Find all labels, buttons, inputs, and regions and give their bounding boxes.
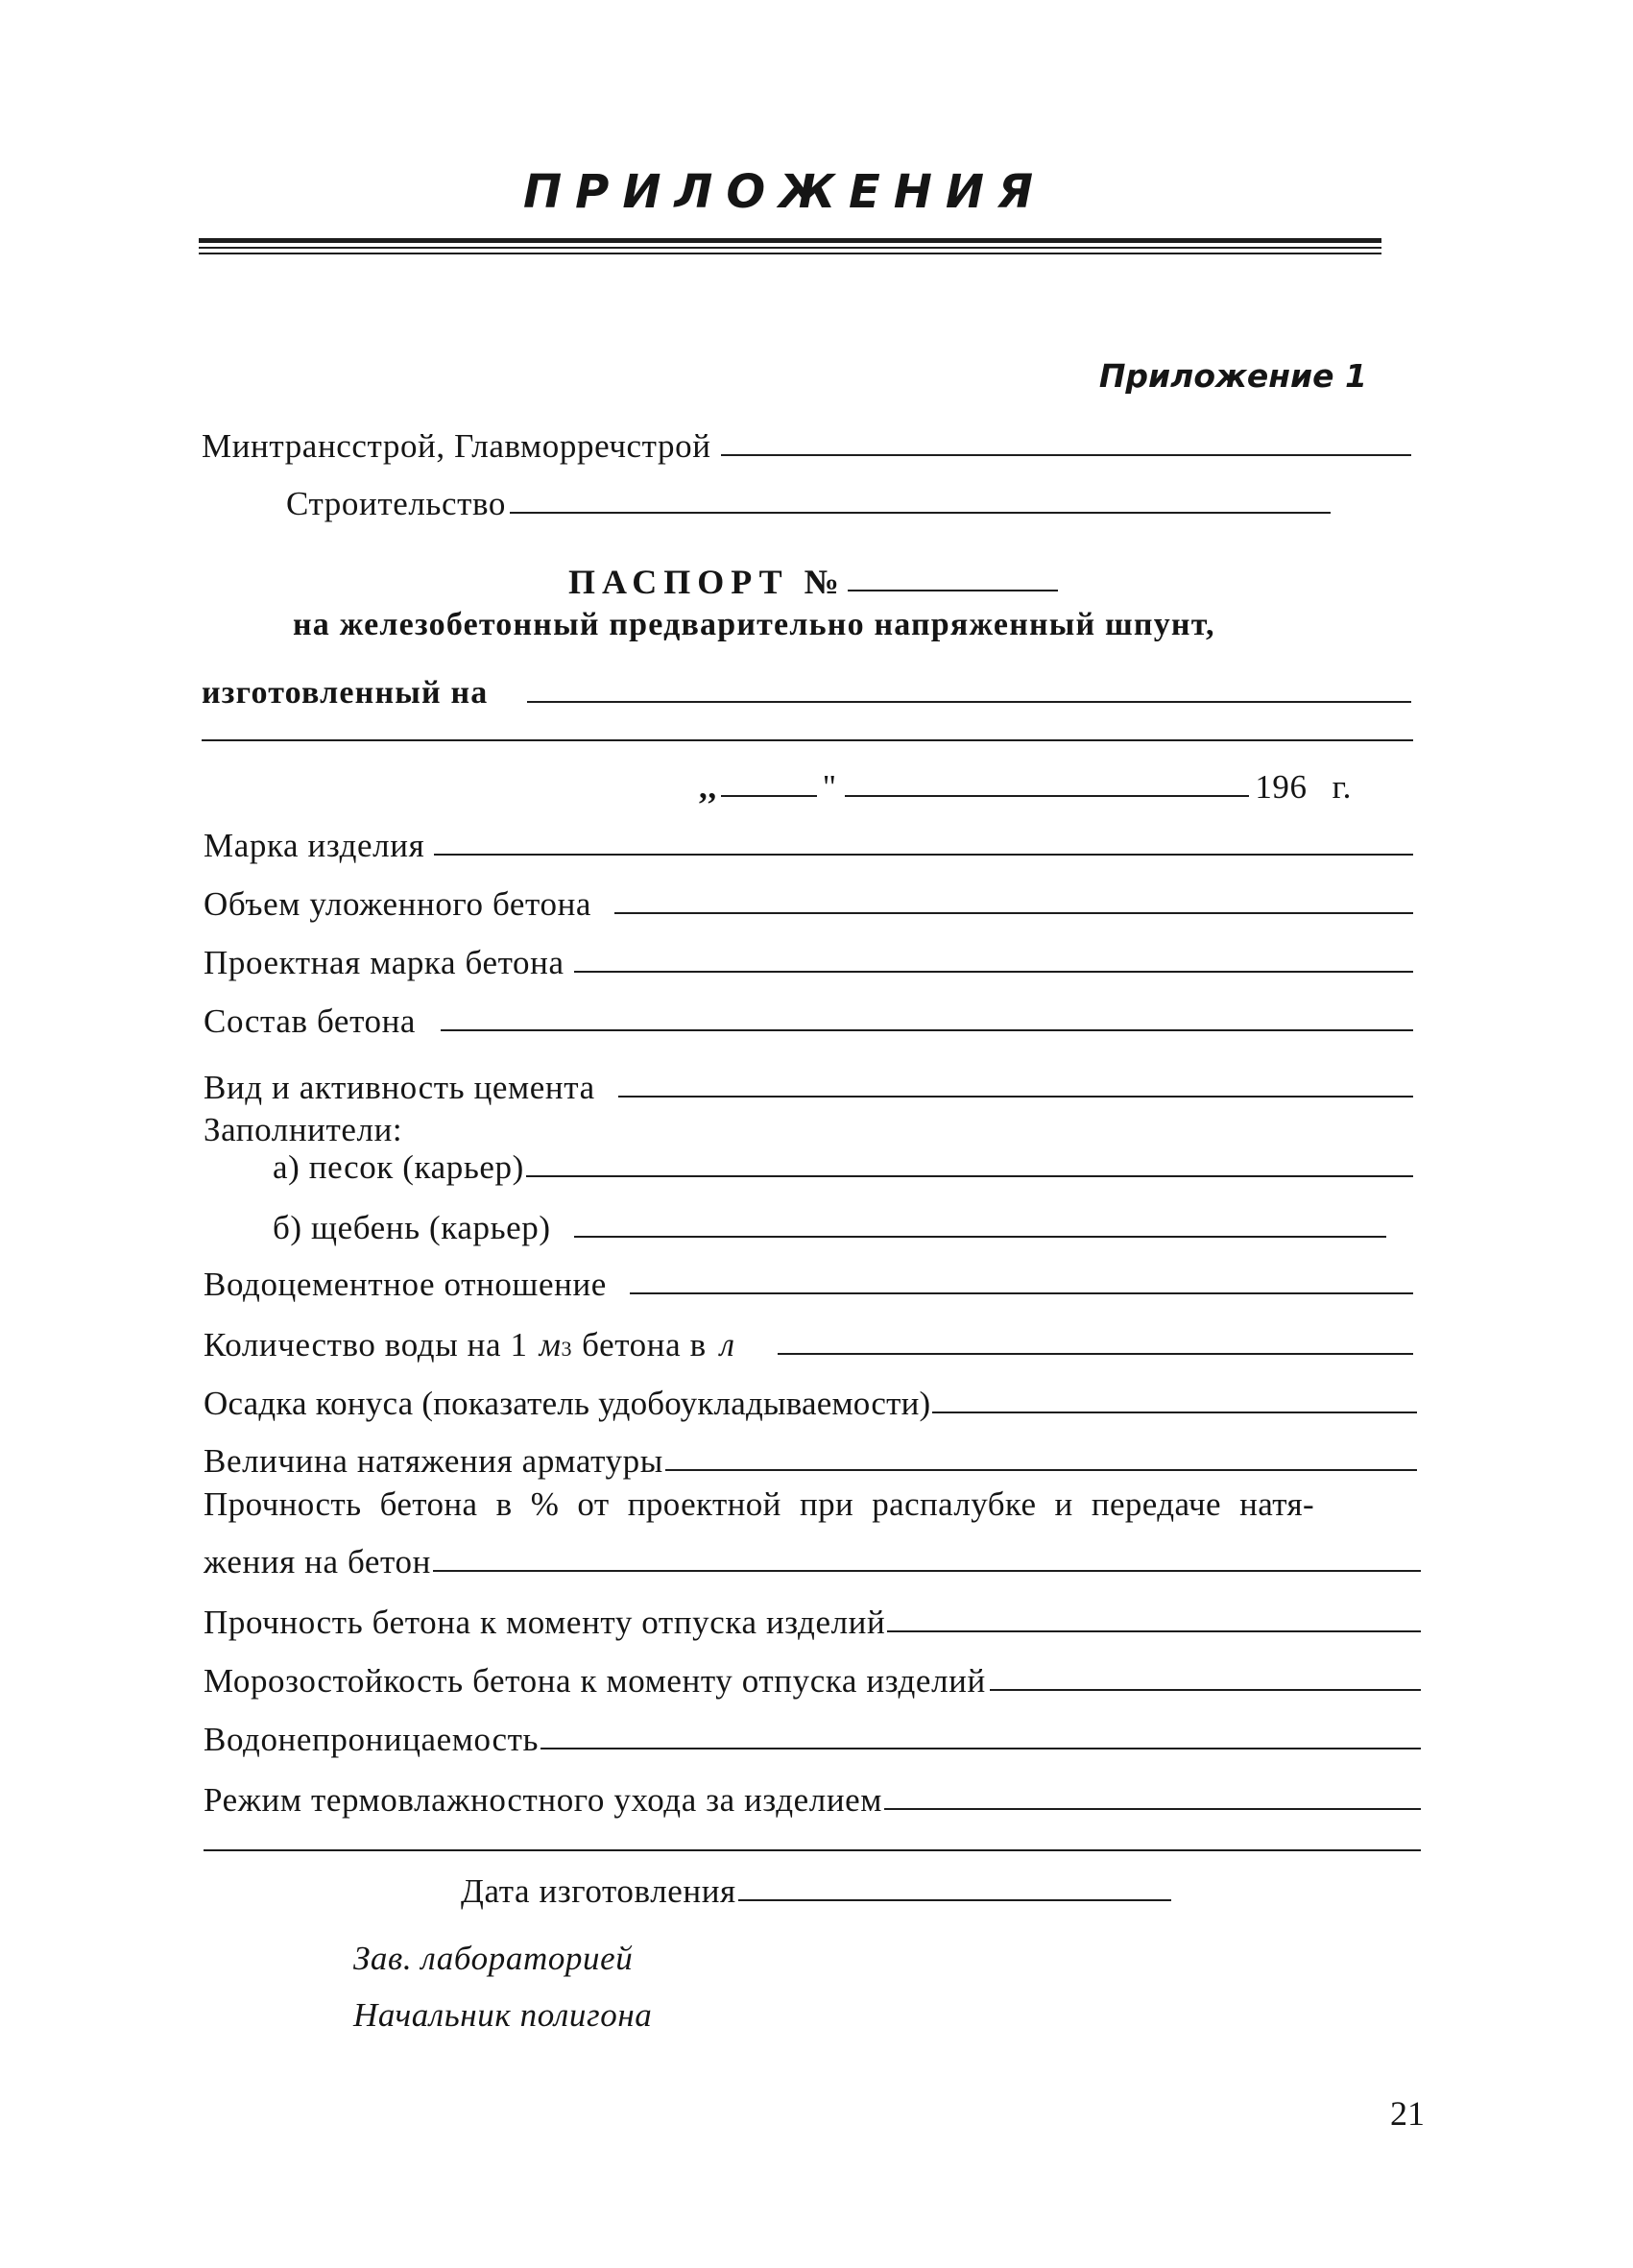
lab-head-signature: Зав. лабораторией <box>353 1940 634 1977</box>
field-volume <box>204 885 1413 924</box>
field-waterproof-blank[interactable] <box>540 1747 1421 1749</box>
title-rule-thin-2 <box>199 253 1381 254</box>
field-strength-release <box>204 1543 1421 1581</box>
made-on-row <box>202 675 1411 712</box>
field-volume-blank[interactable] <box>614 911 1413 914</box>
field-strength-shipping-label: Прочность бетона к моменту отпуска изделий <box>204 1604 886 1641</box>
field-design-grade-label: Проектная марка бетона <box>204 944 564 981</box>
field-strength-shipping <box>204 1604 1421 1642</box>
field-gravel <box>273 1209 1386 1247</box>
date-open-quote: ,, <box>699 768 717 806</box>
field-water-mid: бетона в <box>582 1326 707 1363</box>
field-strength-release-line2: жения на бетон <box>204 1543 431 1580</box>
manufacture-date-blank[interactable] <box>738 1898 1171 1901</box>
field-water-unit-m: м <box>539 1326 562 1363</box>
field-slump <box>204 1385 1417 1423</box>
passport-subtitle: на железобетонный предварительно напряженный шпунт, <box>293 607 1215 642</box>
ministry-blank[interactable] <box>721 453 1411 456</box>
field-tension <box>204 1442 1417 1481</box>
field-curing-label: Режим термовлажностного ухода за изделием <box>204 1781 883 1819</box>
date-month-blank[interactable] <box>845 794 1250 797</box>
field-design-grade <box>204 944 1413 982</box>
field-slump-blank[interactable] <box>932 1411 1417 1413</box>
field-tension-label: Величина натяжения арматуры <box>204 1442 663 1480</box>
ministry-row <box>202 427 1411 466</box>
title-rule-thick <box>199 238 1381 243</box>
field-frost-blank[interactable] <box>990 1688 1421 1691</box>
field-curing <box>204 1781 1421 1820</box>
field-brand-blank[interactable] <box>434 853 1413 856</box>
field-slump-label: Осадка конуса (показатель удобоукладываемости) <box>204 1385 931 1422</box>
field-frost <box>204 1662 1421 1701</box>
field-strength-release-line1: Прочность бетона в % от проектной при распалубке и передаче натя- <box>204 1485 1315 1523</box>
field-composition <box>204 1002 1413 1041</box>
field-composition-label: Состав бетона <box>204 1002 417 1040</box>
field-tension-blank[interactable] <box>665 1468 1417 1471</box>
field-volume-label: Объем уложенного бетона <box>204 885 592 923</box>
field-strength-shipping-blank[interactable] <box>887 1629 1421 1632</box>
field-wc-ratio <box>204 1266 1413 1304</box>
appendix-label: Приложение 1 <box>1098 357 1367 395</box>
field-cement <box>204 1069 1413 1107</box>
made-on-second-line <box>202 739 1413 741</box>
fields-closing-line <box>204 1849 1421 1851</box>
field-frost-label: Морозостойкость бетона к моменту отпуска изделий <box>204 1662 986 1700</box>
made-on-blank[interactable] <box>527 700 1412 703</box>
made-on-label: изготовленный на <box>202 675 489 711</box>
passport-heading: ПАСПОРТ № <box>568 563 846 601</box>
field-water-unit-l: л <box>719 1326 735 1363</box>
field-cement-blank[interactable] <box>618 1095 1413 1098</box>
field-sand-blank[interactable] <box>526 1174 1413 1177</box>
field-composition-blank[interactable] <box>441 1028 1413 1031</box>
field-strength-release-blank[interactable] <box>433 1569 1421 1572</box>
field-gravel-blank[interactable] <box>574 1235 1386 1238</box>
field-waterproof-label: Водонепроницаемость <box>204 1721 540 1758</box>
field-fillers-label: Заполнители: <box>204 1111 403 1148</box>
page-number: 21 <box>1390 2094 1425 2133</box>
field-wc-ratio-label: Водоцементное отношение <box>204 1266 607 1303</box>
ministry-label: Минтрансстрой, Главморречстрой <box>202 427 711 465</box>
field-wc-ratio-blank[interactable] <box>630 1291 1413 1294</box>
construction-label: Строительство <box>286 485 507 522</box>
site-head-signature: Начальник полигона <box>353 1996 653 2034</box>
field-sand-label: а) песок (карьер) <box>273 1148 524 1186</box>
date-day-blank[interactable] <box>721 794 817 797</box>
construction-row <box>286 485 1331 523</box>
field-water <box>204 1326 1413 1364</box>
field-curing-blank[interactable] <box>884 1807 1421 1810</box>
field-brand <box>204 827 1413 865</box>
field-brand-label: Марка изделия <box>204 827 425 864</box>
manufacture-date-row <box>461 1872 1171 1911</box>
construction-blank[interactable] <box>510 511 1331 514</box>
field-sand <box>273 1148 1413 1187</box>
title-rule-thin-1 <box>199 247 1381 249</box>
date-year-suffix: г. <box>1332 768 1352 806</box>
field-water-prefix: Количество воды на 1 <box>204 1326 528 1363</box>
field-cement-label: Вид и активность цемента <box>204 1069 595 1106</box>
field-waterproof <box>204 1721 1421 1759</box>
date-close-quote: " <box>822 768 837 806</box>
page-title: ПРИЛОЖЕНИЯ <box>523 165 1047 219</box>
passport-heading-row <box>568 562 1058 602</box>
date-row <box>699 768 1352 807</box>
passport-number-blank[interactable] <box>848 589 1058 591</box>
field-water-unit-sup: 3 <box>561 1337 573 1361</box>
field-design-grade-blank[interactable] <box>574 970 1413 973</box>
manufacture-date-label: Дата изготовления <box>461 1872 736 1910</box>
field-water-blank[interactable] <box>778 1352 1413 1355</box>
field-gravel-label: б) щебень (карьер) <box>273 1209 551 1246</box>
date-year: 196 <box>1255 768 1308 806</box>
